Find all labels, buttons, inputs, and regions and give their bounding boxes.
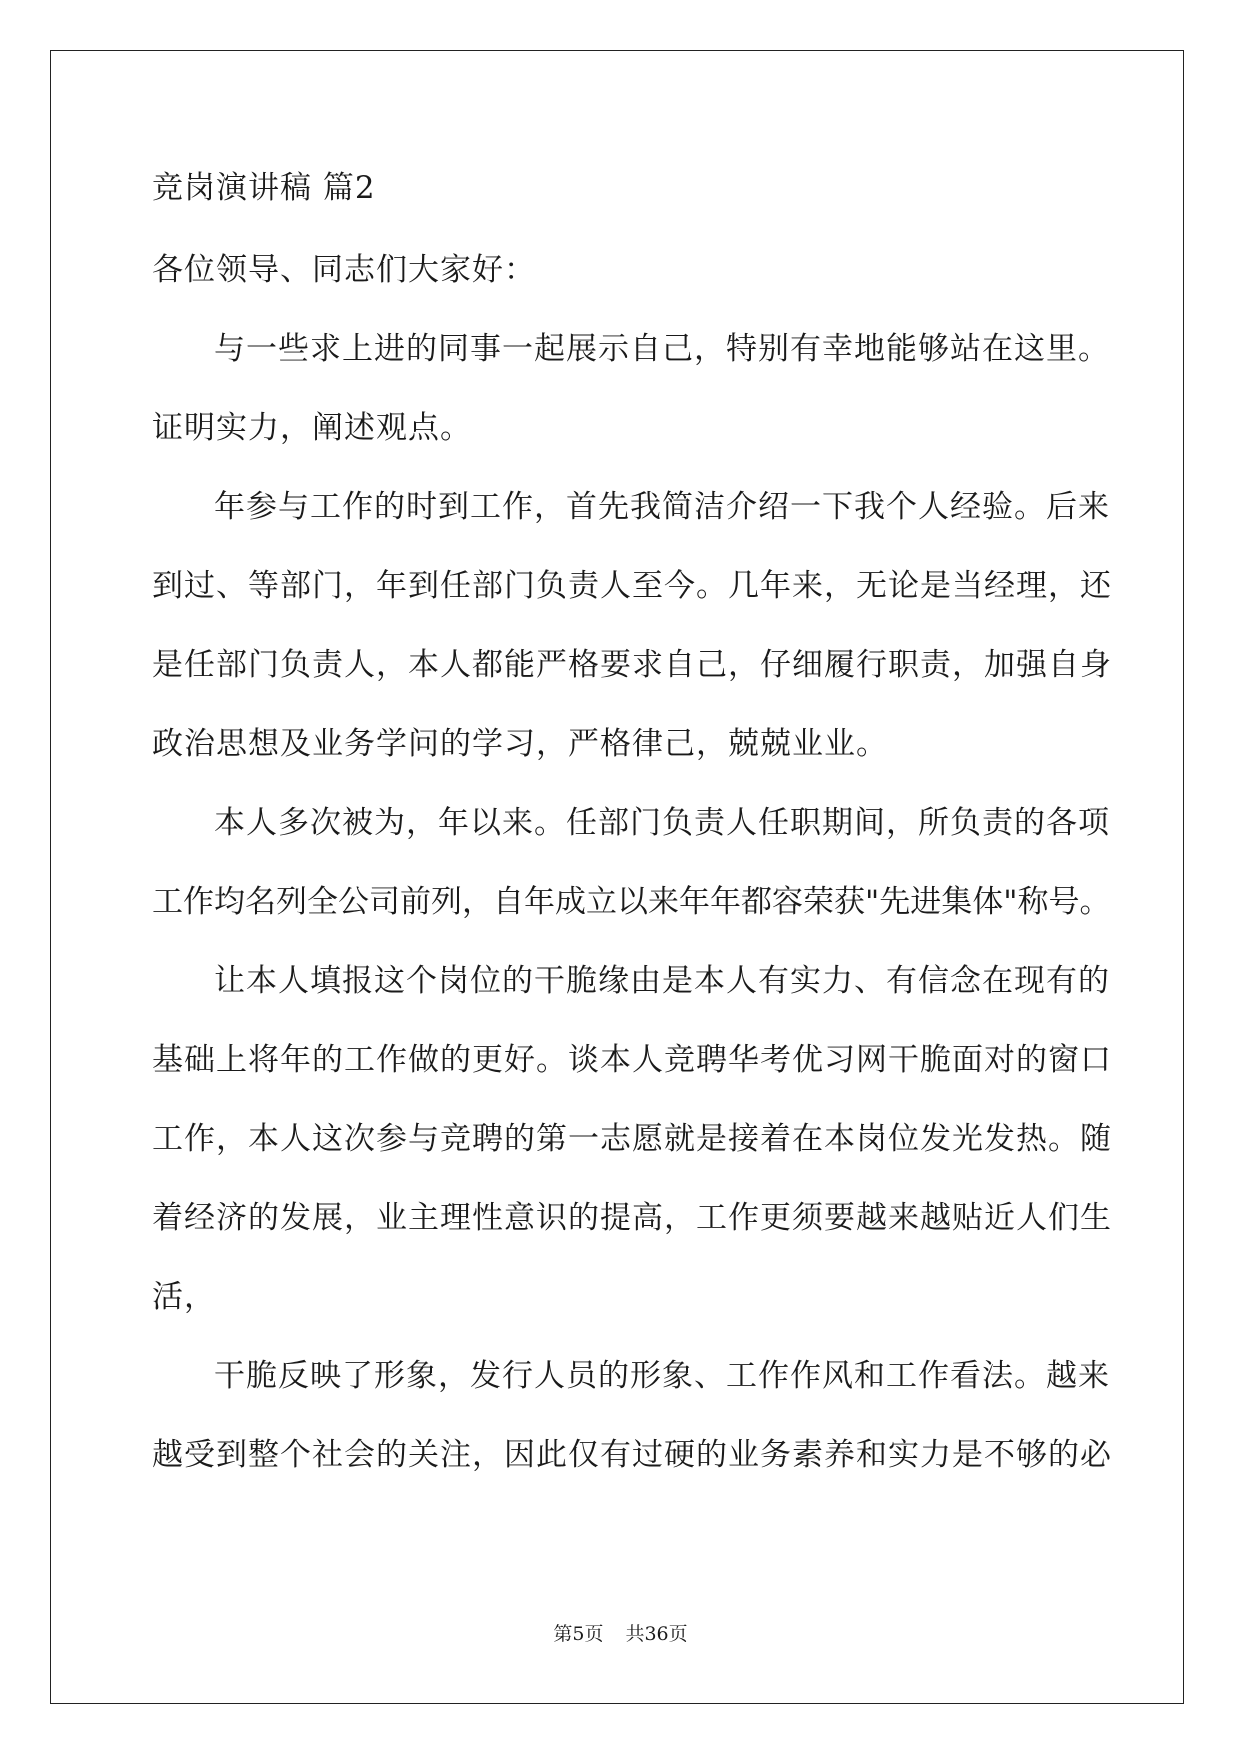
paragraph-line: 各位领导、同志们大家好： bbox=[152, 252, 536, 288]
paragraph-line: 让本人填报这个岗位的干脆缘由是本人有实力、有信念在现有的 bbox=[214, 963, 1110, 999]
document-title: 竞岗演讲稿 篇2 bbox=[152, 170, 376, 206]
paragraph-line: 工作均名列全公司前列，自年成立以来年年都容荣获"先进集体"称号。 bbox=[152, 884, 1111, 920]
page-footer bbox=[0, 1622, 1241, 1646]
paragraph-line: 是任部门负责人，本人都能严格要求自己，仔细履行职责，加强自身 bbox=[152, 647, 1112, 683]
page-total: 共36页 bbox=[625, 1623, 688, 1645]
paragraph-line: 基础上将年的工作做的更好。谈本人竞聘华考优习网干脆面对的窗口 bbox=[152, 1042, 1112, 1078]
paragraph-line: 着经济的发展，业主理性意识的提高，工作更须要越来越贴近人们生 bbox=[152, 1200, 1112, 1236]
paragraph-line: 证明实力，阐述观点。 bbox=[152, 410, 472, 446]
paragraph-line: 工作，本人这次参与竞聘的第一志愿就是接着在本岗位发光发热。随 bbox=[152, 1121, 1112, 1157]
paragraph-line: 年参与工作的时到工作，首先我简洁介绍一下我个人经验。后来 bbox=[214, 489, 1110, 525]
paragraph-line: 政治思想及业务学问的学习，严格律己，兢兢业业。 bbox=[152, 726, 888, 762]
document-body bbox=[152, 160, 1112, 1506]
paragraph-line: 到过、等部门，年到任部门负责人至今。几年来，无论是当经理，还 bbox=[152, 568, 1112, 604]
paragraph-line: 本人多次被为，年以来。任部门负责人任职期间，所负责的各项 bbox=[214, 805, 1110, 841]
paragraph-line: 与一些求上进的同事一起展示自己，特别有幸地能够站在这里。 bbox=[214, 331, 1110, 367]
paragraph-line: 活， bbox=[152, 1279, 216, 1315]
page-number: 第5页 bbox=[553, 1623, 604, 1645]
paragraph-line: 干脆反映了形象，发行人员的形象、工作作风和工作看法。越来 bbox=[214, 1358, 1110, 1394]
paragraph-line: 越受到整个社会的关注，因此仅有过硬的业务素养和实力是不够的必 bbox=[152, 1437, 1112, 1473]
